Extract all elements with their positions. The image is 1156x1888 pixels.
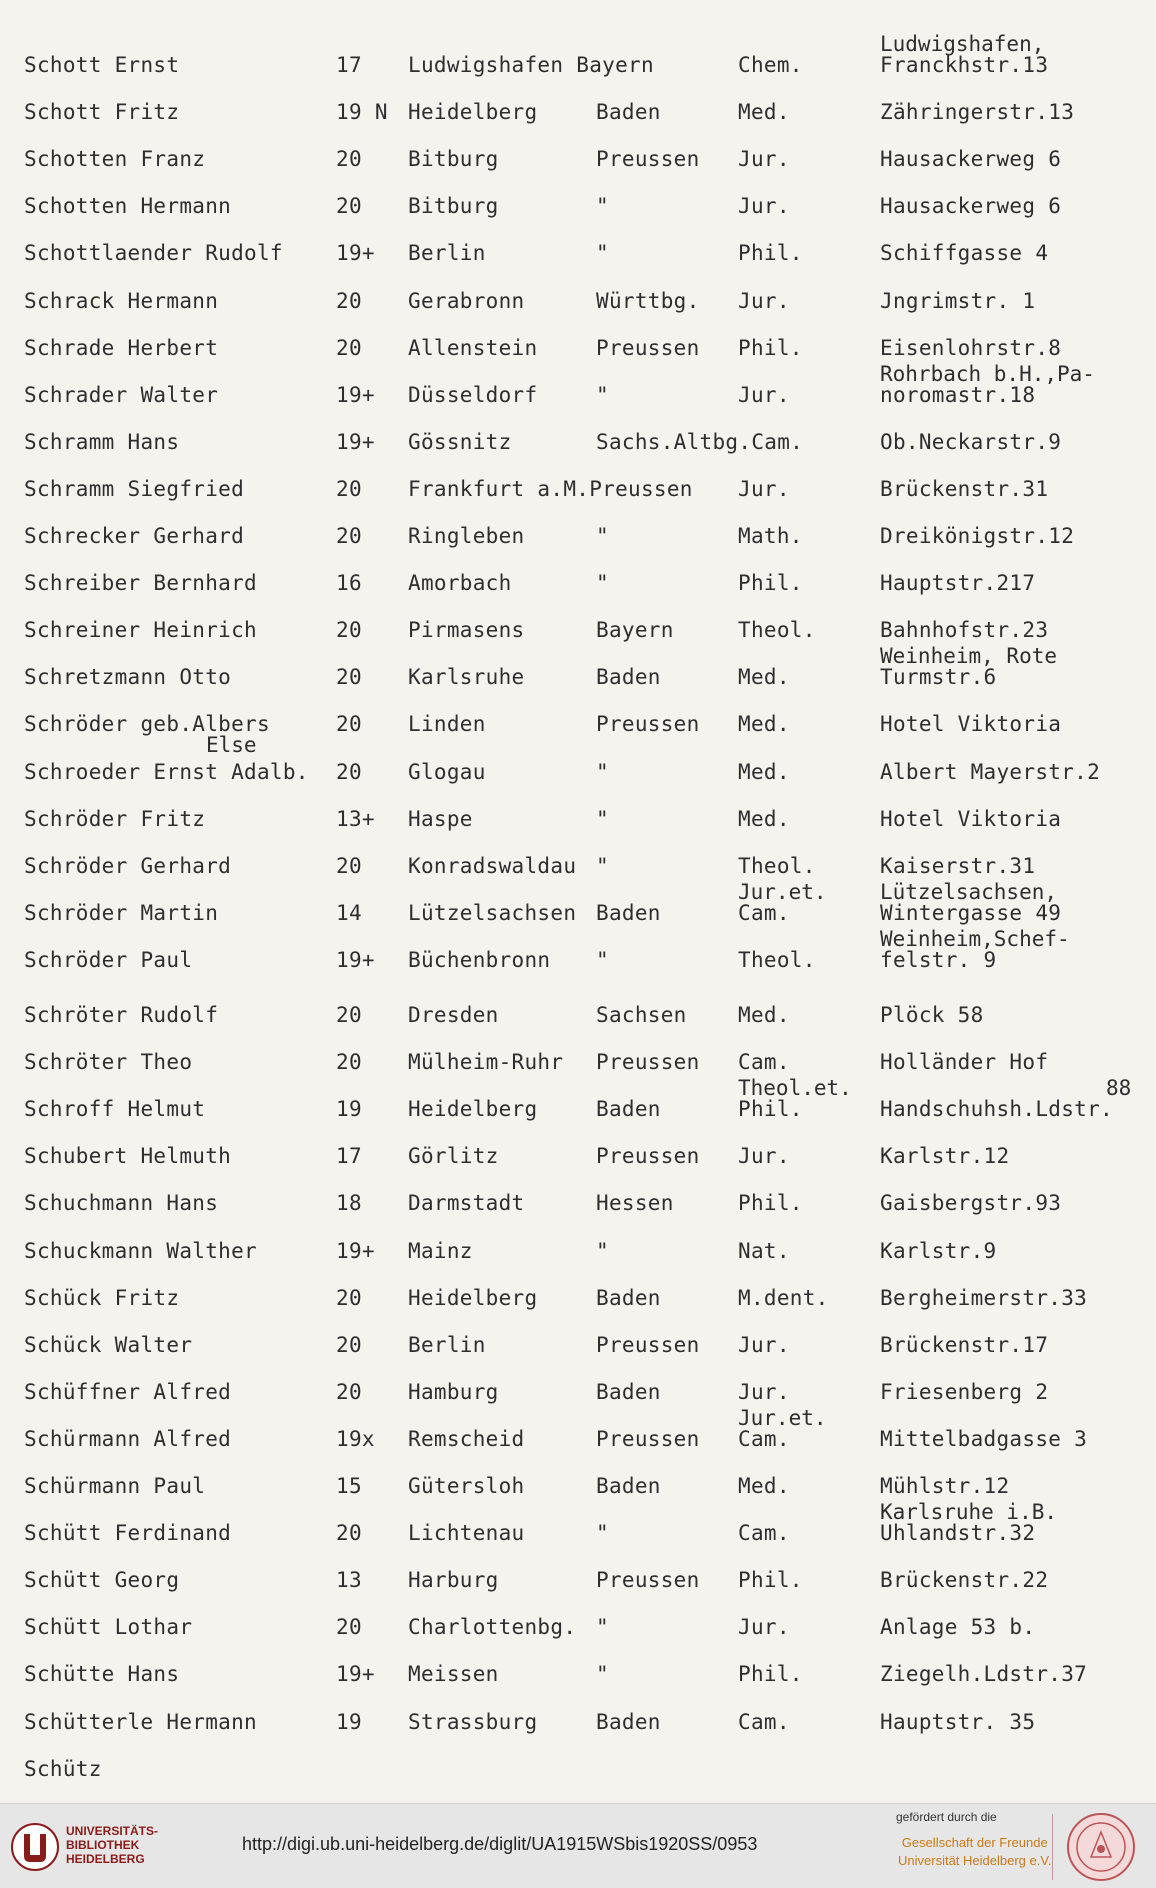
student-name: Schott Fritz bbox=[24, 100, 180, 125]
address: Schiffgasse 4 bbox=[880, 241, 1049, 266]
address: Hotel Viktoria bbox=[880, 712, 1062, 737]
faculty: Jur. bbox=[738, 1144, 790, 1169]
address: Hauptstr. 35 bbox=[880, 1709, 1036, 1734]
home-city: Heidelberg bbox=[408, 100, 538, 125]
home-state: " bbox=[596, 759, 609, 784]
student-name: Schreiber Bernhard bbox=[24, 571, 257, 596]
home-state: Preussen bbox=[596, 1332, 700, 1357]
address: Karlstr.9 bbox=[880, 1238, 997, 1263]
student-name: Schütt Lothar bbox=[24, 1615, 193, 1640]
faculty: Med. bbox=[738, 665, 790, 690]
student-name: Schütte Hans bbox=[24, 1662, 180, 1687]
home-state: Baden bbox=[596, 665, 661, 690]
home-state: " bbox=[596, 1521, 609, 1546]
home-city: Linden bbox=[408, 712, 486, 737]
address: Brückenstr.22 bbox=[880, 1568, 1049, 1593]
address-line-above: Weinheim,Schef- bbox=[880, 926, 1070, 951]
student-age: 15 bbox=[336, 1474, 362, 1498]
home-city: Frankfurt a.M.Preussen bbox=[408, 476, 693, 501]
faculty: Phil. bbox=[738, 571, 803, 596]
home-city: Amorbach bbox=[408, 571, 512, 596]
student-name: Schuchmann Hans bbox=[24, 1191, 219, 1216]
home-state: Baden bbox=[596, 1474, 661, 1498]
student-age: 14 bbox=[336, 900, 362, 925]
address: Gaisbergstr.93 bbox=[880, 1191, 1062, 1216]
home-city: Bitburg bbox=[408, 194, 499, 219]
home-state: Baden bbox=[596, 1709, 661, 1734]
home-state: " bbox=[596, 524, 609, 548]
home-city: Heidelberg bbox=[408, 1285, 538, 1310]
student-age: 20 bbox=[336, 1050, 362, 1075]
faculty: Phil. bbox=[738, 1568, 803, 1593]
address: Wintergasse 49 bbox=[880, 900, 1062, 925]
address: noromastr.18 bbox=[880, 382, 1036, 407]
home-state: Hessen bbox=[596, 1191, 674, 1216]
home-state: " bbox=[596, 382, 609, 407]
student-age: 19 bbox=[336, 1709, 362, 1734]
sponsor-name: Gesellschaft der Freunde Universität Heidelberg e.V. bbox=[898, 1835, 1052, 1868]
student-age: 20 bbox=[336, 524, 362, 548]
home-state: Baden bbox=[596, 1097, 661, 1122]
faculty: Jur. bbox=[738, 147, 790, 172]
home-state: " bbox=[596, 1662, 609, 1687]
student-name: Schrack Hermann bbox=[24, 288, 219, 313]
home-city: Mülheim-Ruhr bbox=[408, 1050, 564, 1075]
home-state: " bbox=[596, 806, 609, 831]
library-name-text: UNIVERSITÄTS- BIBLIOTHEK HEIDELBERG bbox=[66, 1824, 159, 1866]
student-name: Schütt Ferdinand bbox=[24, 1521, 232, 1546]
student-age: 20 bbox=[336, 476, 362, 501]
faculty: Med. bbox=[738, 1474, 790, 1498]
faculty: Jur. bbox=[738, 1332, 790, 1357]
student-age: 20 bbox=[336, 1332, 362, 1357]
home-state: Preussen bbox=[596, 1426, 700, 1451]
student-name: Schroff Helmut bbox=[24, 1097, 206, 1122]
home-state: " bbox=[596, 1615, 609, 1640]
student-age: 19+ bbox=[336, 429, 375, 454]
student-name: Schröter Rudolf bbox=[24, 1003, 219, 1027]
home-state: Preussen bbox=[596, 1568, 700, 1593]
student-name: Schrader Walter bbox=[24, 382, 219, 407]
home-state: " bbox=[596, 571, 609, 596]
student-name: Schroeder Ernst Adalb. bbox=[24, 759, 309, 784]
source-url-link[interactable]: http://digi.ub.uni-heidelberg.de/diglit/UA1915WSbis1920SS/0953 bbox=[242, 1834, 758, 1854]
home-state: Preussen bbox=[596, 335, 700, 360]
margin-note: 88 bbox=[1106, 1076, 1132, 1100]
home-state: Sachs.Altbg.Cam. bbox=[596, 429, 804, 454]
address: Bahnhofstr.23 bbox=[880, 618, 1049, 643]
faculty-line-above: Theol.et. bbox=[738, 1076, 852, 1101]
student-age: 20 bbox=[336, 665, 362, 690]
faculty: Jur. bbox=[738, 476, 790, 501]
home-city: Strassburg bbox=[408, 1709, 538, 1734]
student-age: 20 bbox=[336, 1285, 362, 1310]
faculty: Med. bbox=[738, 806, 790, 831]
faculty: Cam. bbox=[738, 1709, 790, 1734]
home-city: Lützelsachsen bbox=[408, 900, 577, 925]
address: Uhlandstr.32 bbox=[880, 1521, 1036, 1546]
address: Brückenstr.31 bbox=[880, 476, 1049, 501]
address-line-above: Lützelsachsen, bbox=[880, 879, 1058, 904]
home-city: Görlitz bbox=[408, 1144, 499, 1169]
student-name: Schröter Theo bbox=[24, 1050, 193, 1075]
faculty: Cam. bbox=[738, 1521, 790, 1546]
student-name: Schröder Martin bbox=[24, 900, 219, 925]
student-age: 20 bbox=[336, 712, 362, 737]
home-state: Preussen bbox=[596, 1050, 700, 1075]
student-name: Schretzmann Otto bbox=[24, 665, 232, 690]
home-state: Baden bbox=[596, 100, 661, 125]
faculty: Chem. bbox=[738, 53, 803, 77]
student-name: Schuckmann Walther bbox=[24, 1238, 257, 1263]
library-logo-icon bbox=[10, 1822, 60, 1872]
address: Holländer Hof bbox=[880, 1050, 1049, 1075]
student-age: 20 bbox=[336, 759, 362, 784]
faculty: Jur. bbox=[738, 1615, 790, 1640]
faculty: Phil. bbox=[738, 1662, 803, 1687]
student-name: Schröder Gerhard bbox=[24, 853, 232, 878]
address: Bergheimerstr.33 bbox=[880, 1285, 1088, 1310]
student-name: Schotten Franz bbox=[24, 147, 206, 172]
faculty: Theol. bbox=[738, 947, 816, 972]
footer-bar bbox=[0, 1803, 1156, 1888]
name-line-below: Else bbox=[206, 733, 257, 758]
home-city: Harburg bbox=[408, 1568, 499, 1593]
student-name: Schottlaender Rudolf bbox=[24, 241, 283, 266]
student-name: Schürmann Paul bbox=[24, 1474, 206, 1498]
student-name: Schrade Herbert bbox=[24, 335, 219, 360]
address: Kaiserstr.31 bbox=[880, 853, 1036, 878]
address: Brückenstr.17 bbox=[880, 1332, 1049, 1357]
home-state: Baden bbox=[596, 1285, 661, 1310]
home-city: Heidelberg bbox=[408, 1097, 538, 1122]
faculty: Med. bbox=[738, 1003, 790, 1027]
student-name: Schramm Siegfried bbox=[24, 476, 245, 501]
home-city: Allenstein bbox=[408, 335, 538, 360]
faculty: Phil. bbox=[738, 335, 803, 360]
home-city: Mainz bbox=[408, 1238, 473, 1263]
address: Eisenlohrstr.8 bbox=[880, 335, 1062, 360]
address: Anlage 53 b. bbox=[880, 1615, 1036, 1640]
student-name: Schüffner Alfred bbox=[24, 1379, 232, 1404]
home-state: Bayern bbox=[596, 618, 674, 643]
address-line-above: Ludwigshafen, bbox=[880, 32, 1045, 56]
student-age: 20 bbox=[336, 1615, 362, 1640]
faculty: Cam. bbox=[738, 1050, 790, 1075]
faculty: Cam. bbox=[738, 900, 790, 925]
student-age: 16 bbox=[336, 571, 362, 596]
student-age: 17 bbox=[336, 53, 362, 77]
address: Handschuhsh.Ldstr. bbox=[880, 1097, 1113, 1122]
home-city: Lichtenau bbox=[408, 1521, 525, 1546]
student-name: Schück Fritz bbox=[24, 1285, 180, 1310]
student-name: Schütz bbox=[24, 1756, 102, 1781]
home-state: Preussen bbox=[596, 147, 700, 172]
student-name: Schück Walter bbox=[24, 1332, 193, 1357]
home-city: Pirmasens bbox=[408, 618, 525, 643]
faculty: Jur. bbox=[738, 1379, 790, 1404]
home-city: Gössnitz bbox=[408, 429, 512, 454]
student-name: Schotten Hermann bbox=[24, 194, 232, 219]
student-name: Schütterle Hermann bbox=[24, 1709, 257, 1734]
student-age: 19+ bbox=[336, 241, 375, 266]
faculty: Nat. bbox=[738, 1238, 790, 1263]
home-state: Sachsen bbox=[596, 1003, 687, 1027]
home-city: Meissen bbox=[408, 1662, 499, 1687]
home-city: Berlin bbox=[408, 1332, 486, 1357]
faculty: Cam. bbox=[738, 1426, 790, 1451]
faculty: Phil. bbox=[738, 1191, 803, 1216]
student-name: Schütt Georg bbox=[24, 1568, 180, 1593]
student-age: 20 bbox=[336, 288, 362, 313]
student-age: 20 bbox=[336, 1003, 362, 1027]
faculty: Jur. bbox=[738, 382, 790, 407]
faculty: Theol. bbox=[738, 618, 816, 643]
home-city: Hamburg bbox=[408, 1379, 499, 1404]
faculty: M.dent. bbox=[738, 1285, 829, 1310]
university-seal-icon bbox=[1066, 1812, 1136, 1882]
student-age: 18 bbox=[336, 1191, 362, 1216]
student-name: Schott Ernst bbox=[24, 53, 180, 77]
student-age: 20 bbox=[336, 147, 362, 172]
home-city: Bitburg bbox=[408, 147, 499, 172]
address: Ob.Neckarstr.9 bbox=[880, 429, 1062, 454]
student-age: 19+ bbox=[336, 382, 375, 407]
home-city: Gerabronn bbox=[408, 288, 525, 313]
home-state: Preussen bbox=[596, 1144, 700, 1169]
home-city: Glogau bbox=[408, 759, 486, 784]
address: Plöck 58 bbox=[880, 1003, 984, 1027]
student-age: 13 bbox=[336, 1568, 362, 1593]
address-line-above: Karlsruhe i.B. bbox=[880, 1500, 1058, 1525]
faculty: Phil. bbox=[738, 1097, 803, 1122]
student-name: Schröder Fritz bbox=[24, 806, 206, 831]
home-city: Haspe bbox=[408, 806, 473, 831]
faculty: Theol. bbox=[738, 853, 816, 878]
home-city: Büchenbronn bbox=[408, 947, 551, 972]
home-city: Charlottenbg. bbox=[408, 1615, 577, 1640]
address: Dreikönigstr.12 bbox=[880, 524, 1075, 548]
address: Albert Mayerstr.2 bbox=[880, 759, 1101, 784]
faculty: Jur. bbox=[738, 288, 790, 313]
home-state: " bbox=[596, 194, 609, 219]
student-age: 20 bbox=[336, 853, 362, 878]
address: Hotel Viktoria bbox=[880, 806, 1062, 831]
student-age: 19x bbox=[336, 1426, 375, 1451]
faculty-line-above: Jur.et. bbox=[738, 879, 827, 904]
faculty: Med. bbox=[738, 759, 790, 784]
faculty: Med. bbox=[738, 712, 790, 737]
address: Karlstr.12 bbox=[880, 1144, 1010, 1169]
home-state: " bbox=[596, 241, 609, 266]
home-state: " bbox=[596, 853, 609, 878]
student-age: 19+ bbox=[336, 947, 375, 972]
home-state: Baden bbox=[596, 1379, 661, 1404]
student-name: Schubert Helmuth bbox=[24, 1144, 232, 1169]
footer-divider bbox=[1052, 1814, 1053, 1880]
student-name: Schröder geb.Albers bbox=[24, 712, 270, 737]
student-age: 19 bbox=[336, 1097, 362, 1122]
home-city: Düsseldorf bbox=[408, 382, 538, 407]
address: Mühlstr.12 bbox=[880, 1474, 1010, 1498]
student-age: 17 bbox=[336, 1144, 362, 1169]
address: Friesenberg 2 bbox=[880, 1379, 1049, 1404]
home-state: Preussen bbox=[596, 712, 700, 737]
address: Ziegelh.Ldstr.37 bbox=[880, 1662, 1088, 1687]
library-name bbox=[66, 1824, 158, 1866]
home-city: Remscheid bbox=[408, 1426, 525, 1451]
home-city: Ludwigshafen Bayern bbox=[408, 53, 654, 77]
address: Hauptstr.217 bbox=[880, 571, 1036, 596]
home-state: " bbox=[596, 947, 609, 972]
home-state: " bbox=[596, 1238, 609, 1263]
sponsor-label: gefördert durch die bbox=[896, 1810, 997, 1824]
address: Mittelbadgasse 3 bbox=[880, 1426, 1088, 1451]
home-state: Baden bbox=[596, 900, 661, 925]
address-line-above: Weinheim, Rote bbox=[880, 644, 1058, 669]
student-age: 20 bbox=[336, 335, 362, 360]
home-state: Württbg. bbox=[596, 288, 700, 313]
faculty-line-above: Jur.et. bbox=[738, 1405, 827, 1430]
student-name: Schröder Paul bbox=[24, 947, 193, 972]
faculty: Med. bbox=[738, 100, 790, 125]
address: Turmstr.6 bbox=[880, 665, 997, 690]
student-name: Schürmann Alfred bbox=[24, 1426, 232, 1451]
home-city: Darmstadt bbox=[408, 1191, 525, 1216]
faculty: Jur. bbox=[738, 194, 790, 219]
address: Hausackerweg 6 bbox=[880, 147, 1062, 172]
student-age: 19+ bbox=[336, 1238, 375, 1263]
student-age: 20 bbox=[336, 1521, 362, 1546]
address: Franckhstr.13 bbox=[880, 53, 1049, 77]
home-city: Berlin bbox=[408, 241, 486, 266]
address: Zähringerstr.13 bbox=[880, 100, 1075, 125]
home-city: Dresden bbox=[408, 1003, 499, 1027]
student-age: 20 bbox=[336, 194, 362, 219]
student-age: 13+ bbox=[336, 806, 375, 831]
address: felstr. 9 bbox=[880, 947, 997, 972]
faculty: Phil. bbox=[738, 241, 803, 266]
faculty: Math. bbox=[738, 524, 803, 548]
student-age: 20 bbox=[336, 1379, 362, 1404]
student-name: Schreiner Heinrich bbox=[24, 618, 257, 643]
address: Hausackerweg 6 bbox=[880, 194, 1062, 219]
home-city: Karlsruhe bbox=[408, 665, 525, 690]
home-city: Konradswaldau bbox=[408, 853, 577, 878]
student-age: 19 N bbox=[336, 100, 388, 125]
student-name: Schramm Hans bbox=[24, 429, 180, 454]
student-age: 19+ bbox=[336, 1662, 375, 1687]
student-name: Schrecker Gerhard bbox=[24, 524, 245, 548]
home-city: Gütersloh bbox=[408, 1474, 525, 1498]
address-line-above: Rohrbach b.H.,Pa- bbox=[880, 361, 1095, 386]
student-age: 20 bbox=[336, 618, 362, 643]
home-city: Ringleben bbox=[408, 524, 525, 548]
address: Jngrimstr. 1 bbox=[880, 288, 1036, 313]
